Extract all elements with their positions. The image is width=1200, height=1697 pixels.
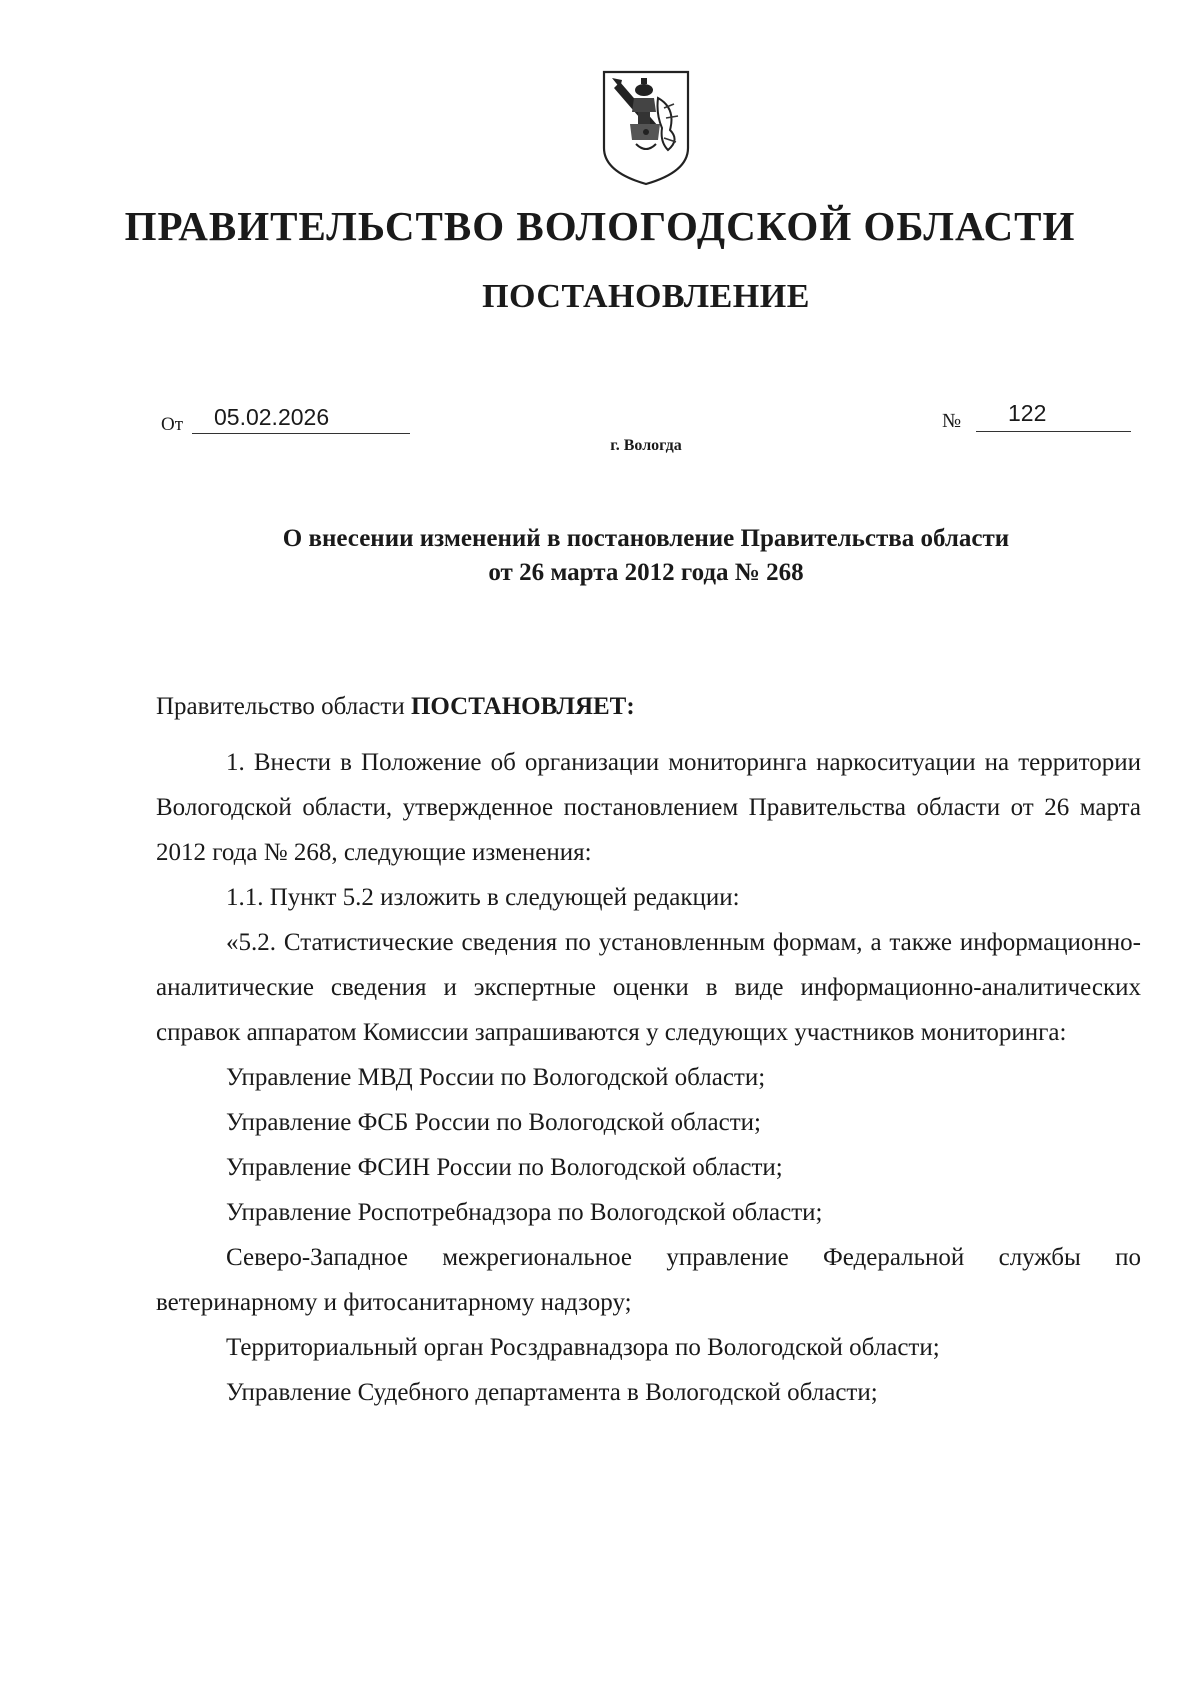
vologda-coat-of-arms-icon [600,68,692,186]
paragraph-1-1: 1.1. Пункт 5.2 изложить в следующей редакции: [226,884,740,911]
list-item: Управление ФСБ России по Вологодской области; [226,1109,761,1136]
document-type-title: ПОСТАНОВЛЕНИЕ [482,278,810,315]
list-item: Управление Роспотребнадзора по Вологодской области; [226,1199,823,1226]
intro-text: Правительство области [156,693,411,720]
city-label: г. Вологда [610,437,682,454]
date-prefix: От [161,414,184,435]
document-number: 122 [976,400,1131,432]
list-item: Территориальный орган Росздравнадзора по Вологодской области; [226,1334,940,1361]
number-prefix: № [942,410,962,432]
subject-line-2: от 26 марта 2012 года № 268 [488,559,804,586]
list-item: Северо-Западное межрегиональное управление Федеральной службы по ветеринарному и фитосанитарному надзору; [156,1244,1141,1316]
document-date: 05.02.2026 [192,404,410,434]
government-title: ПРАВИТЕЛЬСТВО ВОЛОГОДСКОЙ ОБЛАСТИ [124,203,1076,249]
intro-paragraph [156,684,1141,729]
paragraph-1: 1. Внести в Положение об организации мониторинга наркоситуации на территории Вологодской области, утвержденное постановлением Правительства области от 26 марта 2012 года № 268, следующие изменения: [156,749,1141,866]
list-item: Управление ФСИН России по Вологодской области; [226,1154,783,1181]
subject-line-1: О внесении изменений в постановление Правительства области [282,525,1010,552]
list-item: Управление МВД России по Вологодской области; [226,1064,766,1091]
document-body [156,684,1141,1415]
paragraph-5-2: «5.2. Статистические сведения по установленным формам, а также информационно-аналитические сведения и экспертные оценки в виде информационно-аналитических справок аппаратом Комиссии запрашиваются у следующих участников мониторинга: [156,929,1141,1046]
list-item: Управление Судебного департамента в Вологодской области; [226,1379,878,1406]
document-subject [0,522,1200,590]
intro-bold: ПОСТАНОВЛЯЕТ: [410,693,635,720]
